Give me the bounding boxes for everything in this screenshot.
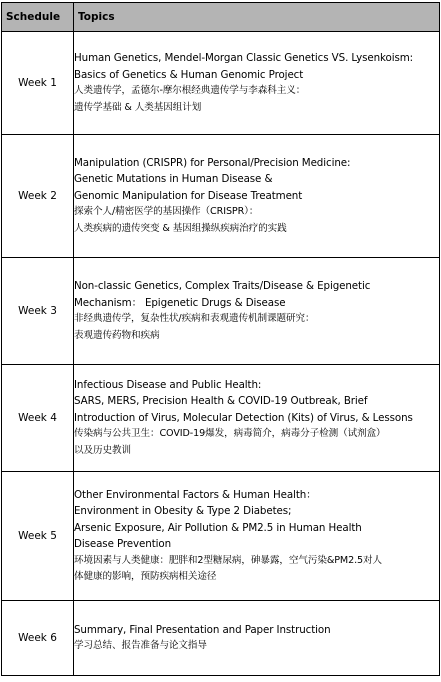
topic-line-english: Genomic Manipulation for Disease Treatment xyxy=(74,189,303,202)
topics-column-header: Topics xyxy=(74,3,440,32)
topics-cell xyxy=(74,472,440,601)
week-cell: Week 5 xyxy=(2,472,74,601)
topic-line-chinese: 环境因素与人类健康：肥胖和2型糖尿病，砷暴露，空气污染&PM2.5对人 xyxy=(74,554,383,566)
table-row xyxy=(2,258,440,365)
topic-line-chinese: 体健康的影响，预防疾病相关途径 xyxy=(74,571,217,582)
topic-line-chinese: 人类疾病的遗传突变 & 基因组操纵疾病治疗的实践 xyxy=(74,222,287,234)
topic-line-english: SARS, MERS, Precision Health & COVID-19 Outbreak, Brief xyxy=(74,395,368,408)
schedule-body xyxy=(2,32,440,676)
topics-cell xyxy=(74,365,440,472)
topic-line-chinese: 人类遗传学，孟德尔-摩尔根经典遗传学与李森科主义： xyxy=(74,85,306,96)
week-cell: Week 2 xyxy=(2,135,74,258)
topic-line-chinese: 学习总结、报告准备与论文指导 xyxy=(74,640,207,651)
topic-line-english: Mechanism： Epigenetic Drugs & Disease xyxy=(74,296,286,309)
topic-line-english: Non-classic Genetics, Complex Traits/Disease & Epigenetic xyxy=(74,280,371,292)
topics-cell xyxy=(74,135,440,258)
topic-line-english: Human Genetics, Mendel-Morgan Classic Genetics VS. Lysenkoism: xyxy=(74,52,414,64)
table-row xyxy=(2,472,440,601)
topic-line-english: Environment in Obesity & Type 2 Diabetes; xyxy=(74,505,292,517)
week-cell: Week 4 xyxy=(2,365,74,472)
topic-line-chinese: 非经典遗传学，复杂性状/疾病和表观遗传机制课题研究： xyxy=(74,313,315,324)
table-header-row xyxy=(2,3,440,32)
topic-line-english: Introduction of Virus, Molecular Detection (Kits) of Virus, & Lessons xyxy=(74,411,413,424)
topics-cell xyxy=(74,601,440,676)
table-row xyxy=(2,601,440,676)
week-cell: Week 3 xyxy=(2,258,74,365)
table-row xyxy=(2,365,440,472)
topic-line-chinese: 表观遗传药物和疾病 xyxy=(74,329,160,341)
topics-cell xyxy=(74,258,440,365)
topic-line-english: Summary, Final Presentation and Paper Instruction xyxy=(74,623,331,636)
topic-line-english: Genetic Mutations in Human Disease & xyxy=(74,173,273,186)
topic-line-chinese: 以及历史教训 xyxy=(74,444,131,456)
topic-line-chinese: 传染病与公共卫生：COVID-19爆发，病毒简介，病毒分子检测（试剂盒） xyxy=(74,428,386,440)
topic-line-english: Manipulation (CRISPR) for Personal/Precision Medicine: xyxy=(74,156,351,169)
topic-line-chinese: 探索个人/精密医学的基因操作（CRISPR）： xyxy=(74,206,259,218)
schedule-table xyxy=(1,2,440,676)
table-row xyxy=(2,32,440,135)
week-cell: Week 1 xyxy=(2,32,74,135)
topic-line-english: Other Environmental Factors & Human Health： xyxy=(74,488,317,501)
topic-line-english: Disease Prevention xyxy=(74,538,172,550)
topic-line-english: Infectious Disease and Public Health: xyxy=(74,378,262,391)
topic-line-english: Basics of Genetics & Human Genomic Project xyxy=(74,68,304,81)
schedule-column-header: Schedule xyxy=(2,3,74,32)
topic-line-chinese: 遗传学基础 & 人类基因组计划 xyxy=(74,101,202,113)
week-cell: Week 6 xyxy=(2,601,74,676)
topic-line-english: Arsenic Exposure, Air Pollution & PM2.5 in Human Health xyxy=(74,521,362,534)
table-row xyxy=(2,135,440,258)
topics-cell xyxy=(74,32,440,135)
